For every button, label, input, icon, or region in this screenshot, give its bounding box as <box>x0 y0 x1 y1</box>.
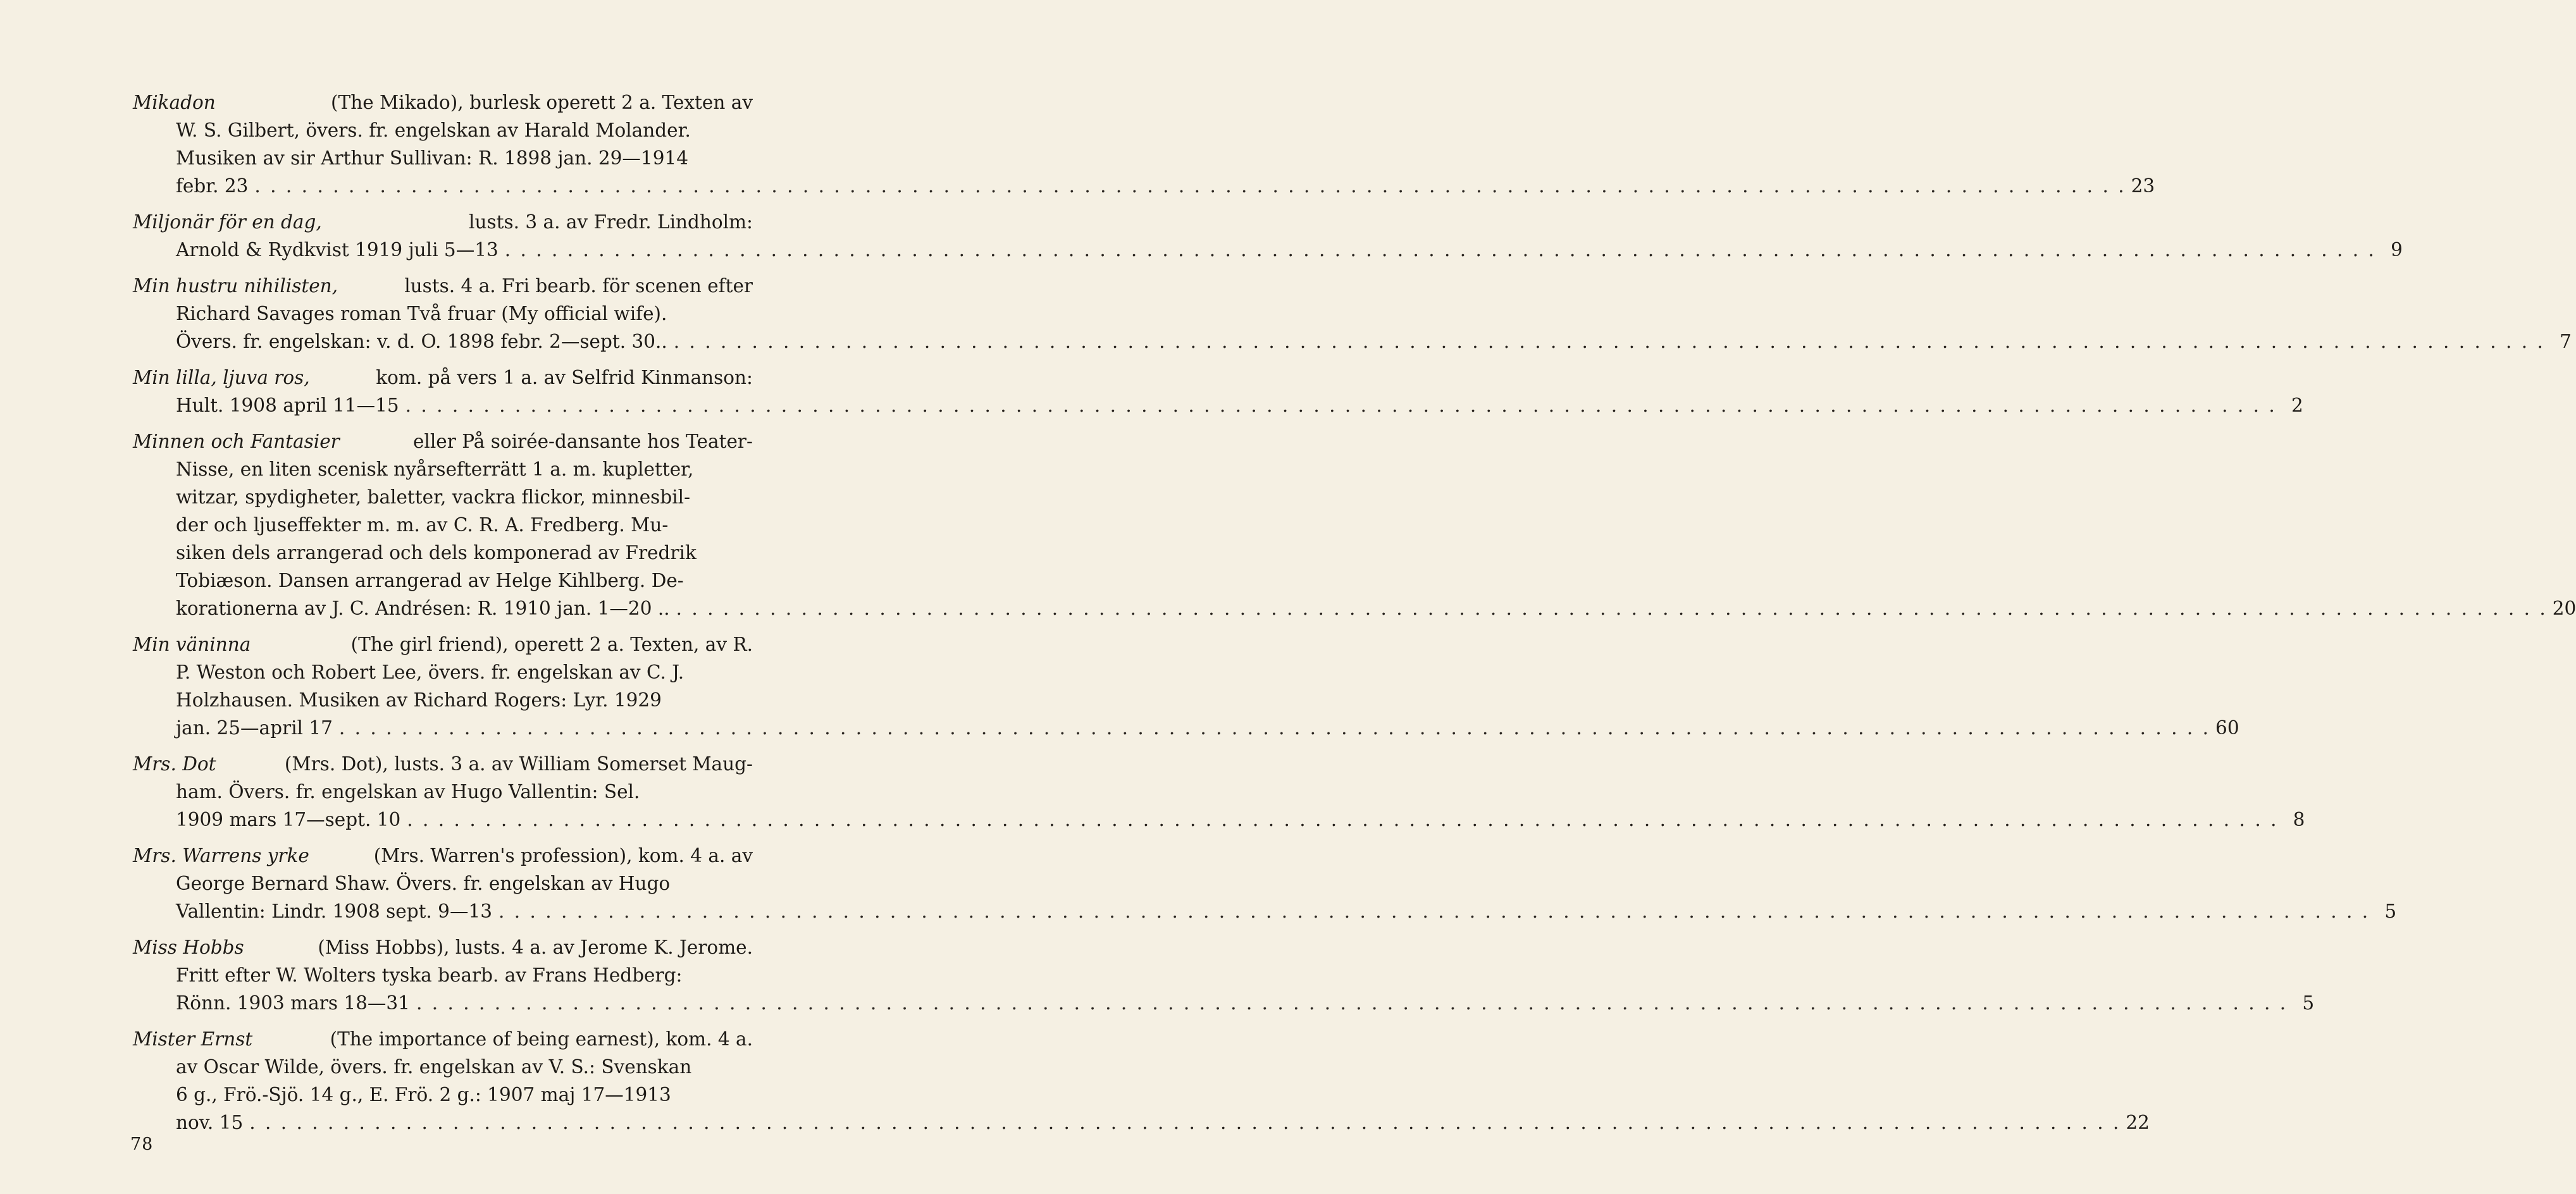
page-reference: 23 <box>2131 175 2155 197</box>
page-reference: 20 <box>2552 598 2576 619</box>
entry-list <box>133 89 2576 1145</box>
index-entry <box>133 1025 2150 1136</box>
page-reference: 5 <box>2302 992 2315 1014</box>
entry-text: febr. 23 <box>176 175 249 197</box>
entry-text: W. S. Gilbert, övers. fr. engelskan av Harald Molander. <box>176 120 691 141</box>
entry-line <box>133 300 753 328</box>
entry-text: (Mrs. Warren's profession), kom. 4 a. av <box>368 845 753 866</box>
index-entry <box>133 933 2315 1017</box>
index-entry <box>133 631 2239 742</box>
entry-text: Hult. 1908 april 11—15 <box>176 395 399 416</box>
dot-leader: . . . . . . . . . . . . . . . . . . . . . . . . . . . . . . . . . . . . . . . . . . . . . . . . . . . . . . . . . . . . . . . . . . . . . . . . . . . . . . . . . . . . . . . . . . . . . . . . . . . . . . . . . . . . . . . . . . . . . . . . <box>407 809 2279 830</box>
entry-first-line <box>133 272 753 300</box>
entry-text: Nisse, en liten scenisk nyårsefterrätt 1 a. m. kupletter, <box>176 459 694 480</box>
entry-text: witzar, spydigheter, baletter, vackra flickor, minnesbil- <box>176 486 691 508</box>
page-reference: 22 <box>2126 1112 2150 1133</box>
entry-line <box>133 897 2397 925</box>
entry-text: Arnold & Rydkvist 1919 juli 5—13 <box>176 239 498 261</box>
entry-line <box>133 1081 753 1109</box>
entry-text: Holzhausen. Musiken av Richard Rogers: Lyr. 1929 <box>176 689 662 711</box>
entry-line <box>133 391 2303 419</box>
entry-text: (The Mikado), burlesk operett 2 a. Texten av <box>325 92 753 113</box>
entry-first-line <box>133 750 753 778</box>
page-reference: 60 <box>2215 717 2239 739</box>
entry-text: Övers. fr. engelskan: v. d. O. 1898 febr. 2—sept. 30.. <box>176 331 667 352</box>
entry-text: Richard Savages roman Två fruar (My official wife). <box>176 303 667 324</box>
entry-text: Fritt efter W. Wolters tyska bearb. av Frans Hedberg: <box>176 964 683 986</box>
entry-line <box>133 328 2572 355</box>
page-reference: 5 <box>2384 901 2397 922</box>
entry-text: (The girl friend), operett 2 a. Texten, av R. <box>345 634 753 655</box>
entry-text: jan. 25—april 17 <box>176 717 333 739</box>
entry-title: Miljonär för en dag, <box>133 211 322 233</box>
entry-line <box>133 1109 2150 1136</box>
entry-first-line <box>133 842 753 870</box>
entry-line <box>133 686 753 714</box>
entry-text: lusts. 3 a. av Fredr. Lindholm: <box>462 211 753 233</box>
entry-text: lusts. 4 a. Fri bearb. för scenen efter <box>398 275 753 297</box>
entry-line <box>133 511 753 539</box>
entry-line <box>133 483 753 511</box>
index-entry <box>133 208 2403 264</box>
dot-leader: . . . . . . . . . . . . . . . . . . . . . . . . . . . . . . . . . . . . . . . . . . . . . . . . . . . . . . . . . . . . . . . . . . . . . . . . . . . . . . . . . . . . . . . . . . . . . . . . . . . . . . . . . . . . . . . . . . . . . . . . <box>504 239 2376 261</box>
entry-first-line <box>133 1025 753 1053</box>
entry-line <box>133 236 2403 264</box>
dot-leader: . . . . . . . . . . . . . . . . . . . . . . . . . . . . . . . . . . . . . . . . . . . . . . . . . . . . . . . . . . . . . . . . . . . . . . . . . . . . . . . . . . . . . . . . . . . . . . . . . . . . . . . . . . . . . . . . . . . . . . . . <box>405 395 2277 416</box>
entry-text: Musiken av sir Arthur Sullivan: R. 1898 jan. 29—1914 <box>176 147 689 169</box>
entry-line <box>133 116 753 144</box>
entry-line <box>133 806 2305 834</box>
entry-text: Tobiæson. Dansen arrangerad av Helge Kihlberg. De- <box>176 570 684 591</box>
page-reference: 7 <box>2560 331 2572 352</box>
entry-line <box>133 989 2315 1017</box>
entry-first-line <box>133 428 753 455</box>
entry-text: Vallentin: Lindr. 1908 sept. 9—13 <box>176 901 492 922</box>
entry-text: av Oscar Wilde, övers. fr. engelskan av V. S.: Svenskan <box>176 1056 692 1078</box>
entry-title: Minnen och Fantasier <box>133 431 340 452</box>
dot-leader: . . . . . . . . . . . . . . . . . . . . . . . . . . . . . . . . . . . . . . . . . . . . . . . . . . . . . . . . . . . . . . . . . . . . . . . . . . . . . . . . . . . . . . . . . . . . . . . . . . . . . . . . . . . . . . . . . . . . . . . . <box>498 901 2370 922</box>
entry-text: korationerna av J. C. Andrésen: R. 1910 jan. 1—20 .. <box>176 598 670 619</box>
entry-line <box>133 961 753 989</box>
entry-line <box>133 567 753 594</box>
entry-title: Mrs. Warrens yrke <box>133 845 309 866</box>
entry-line <box>133 144 753 172</box>
entry-first-line <box>133 364 753 391</box>
index-entry <box>133 750 2305 834</box>
entry-title: Miss Hobbs <box>133 937 244 958</box>
entry-line <box>133 870 753 897</box>
index-entry <box>133 842 2397 925</box>
dot-leader: . . . . . . . . . . . . . . . . . . . . . . . . . . . . . . . . . . . . . . . . . . . . . . . . . . . . . . . . . . . . . . . . . . . . . . . . . . . . . . . . . . . . . . . . . . . . . . . . . . . . . . . . . . . . . . . . . . . . . . . . <box>249 1112 2121 1133</box>
entry-title: Min hustru nihilisten, <box>133 275 338 297</box>
entry-text: 1909 mars 17—sept. 10 <box>176 809 401 830</box>
entry-text: kom. på vers 1 a. av Selfrid Kinmanson: <box>369 367 753 388</box>
entry-first-line <box>133 631 753 658</box>
entry-text: (The importance of being earnest), kom. 4 a. <box>324 1028 753 1050</box>
entry-line <box>133 539 753 567</box>
page-reference: 8 <box>2293 809 2305 830</box>
index-entry <box>133 428 2576 622</box>
entry-line <box>133 1053 753 1081</box>
entry-text: siken dels arrangerad och dels komponerad av Fredrik <box>176 542 697 563</box>
entry-text: 6 g., Frö.-Sjö. 14 g., E. Frö. 2 g.: 1907 maj 17—1913 <box>176 1084 671 1105</box>
entry-title: Min lilla, ljuva ros, <box>133 367 310 388</box>
index-entry <box>133 89 2155 200</box>
page-reference: 2 <box>2291 395 2303 416</box>
entry-line <box>133 594 2576 622</box>
entry-title: Min väninna <box>133 634 251 655</box>
entry-line <box>133 714 2239 742</box>
dot-leader: . . . . . . . . . . . . . . . . . . . . . . . . . . . . . . . . . . . . . . . . . . . . . . . . . . . . . . . . . . . . . . . . . . . . . . . . . . . . . . . . . . . . . . . . . . . . . . . . . . . . . . . . . . . . . . . . . . . . . . . . <box>676 598 2548 619</box>
index-entry <box>133 272 2572 355</box>
entry-line <box>133 778 753 806</box>
entry-text: (Mrs. Dot), lusts. 3 a. av William Somerset Maug- <box>278 753 753 775</box>
entry-text: nov. 15 <box>176 1112 244 1133</box>
entry-line <box>133 455 753 483</box>
entry-text: P. Weston och Robert Lee, övers. fr. engelskan av C. J. <box>176 662 684 683</box>
entry-text: eller På soirée-dansante hos Teater- <box>407 431 753 452</box>
entry-title: Mrs. Dot <box>133 753 216 775</box>
dot-leader: . . . . . . . . . . . . . . . . . . . . . . . . . . . . . . . . . . . . . . . . . . . . . . . . . . . . . . . . . . . . . . . . . . . . . . . . . . . . . . . . . . . . . . . . . . . . . . . . . . . . . . . . . . . . . . . . . . . . . . . . <box>254 175 2126 197</box>
entry-first-line <box>133 933 753 961</box>
entry-text: ham. Övers. fr. engelskan av Hugo Vallentin: Sel. <box>176 781 640 803</box>
dot-leader: . . . . . . . . . . . . . . . . . . . . . . . . . . . . . . . . . . . . . . . . . . . . . . . . . . . . . . . . . . . . . . . . . . . . . . . . . . . . . . . . . . . . . . . . . . . . . . . . . . . . . . . . . . . . . . . . . . . . . . . . <box>673 331 2545 352</box>
entry-title: Mister Ernst <box>133 1028 253 1050</box>
page-reference: 9 <box>2391 239 2403 261</box>
entry-text: der och ljuseffekter m. m. av C. R. A. Fredberg. Mu- <box>176 514 669 536</box>
entry-first-line <box>133 208 753 236</box>
entry-text: (Miss Hobbs), lusts. 4 a. av Jerome K. Jerome. <box>312 937 753 958</box>
entry-line <box>133 172 2155 200</box>
dot-leader: . . . . . . . . . . . . . . . . . . . . . . . . . . . . . . . . . . . . . . . . . . . . . . . . . . . . . . . . . . . . . . . . . . . . . . . . . . . . . . . . . . . . . . . . . . . . . . . . . . . . . . . . . . . . . . . . . . . . . . . . <box>416 992 2288 1014</box>
entry-text: George Bernard Shaw. Övers. fr. engelskan av Hugo <box>176 873 671 894</box>
entry-title: Mikadon <box>133 92 216 113</box>
page-number: 78 <box>130 1135 154 1154</box>
entry-first-line <box>133 89 753 116</box>
dot-leader: . . . . . . . . . . . . . . . . . . . . . . . . . . . . . . . . . . . . . . . . . . . . . . . . . . . . . . . . . . . . . . . . . . . . . . . . . . . . . . . . . . . . . . . . . . . . . . . . . . . . . . . . . . . . . . . . . . . . . . . . <box>338 717 2211 739</box>
entry-line <box>133 658 753 686</box>
entry-text: Rönn. 1903 mars 18—31 <box>176 992 410 1014</box>
index-entry <box>133 364 2303 419</box>
